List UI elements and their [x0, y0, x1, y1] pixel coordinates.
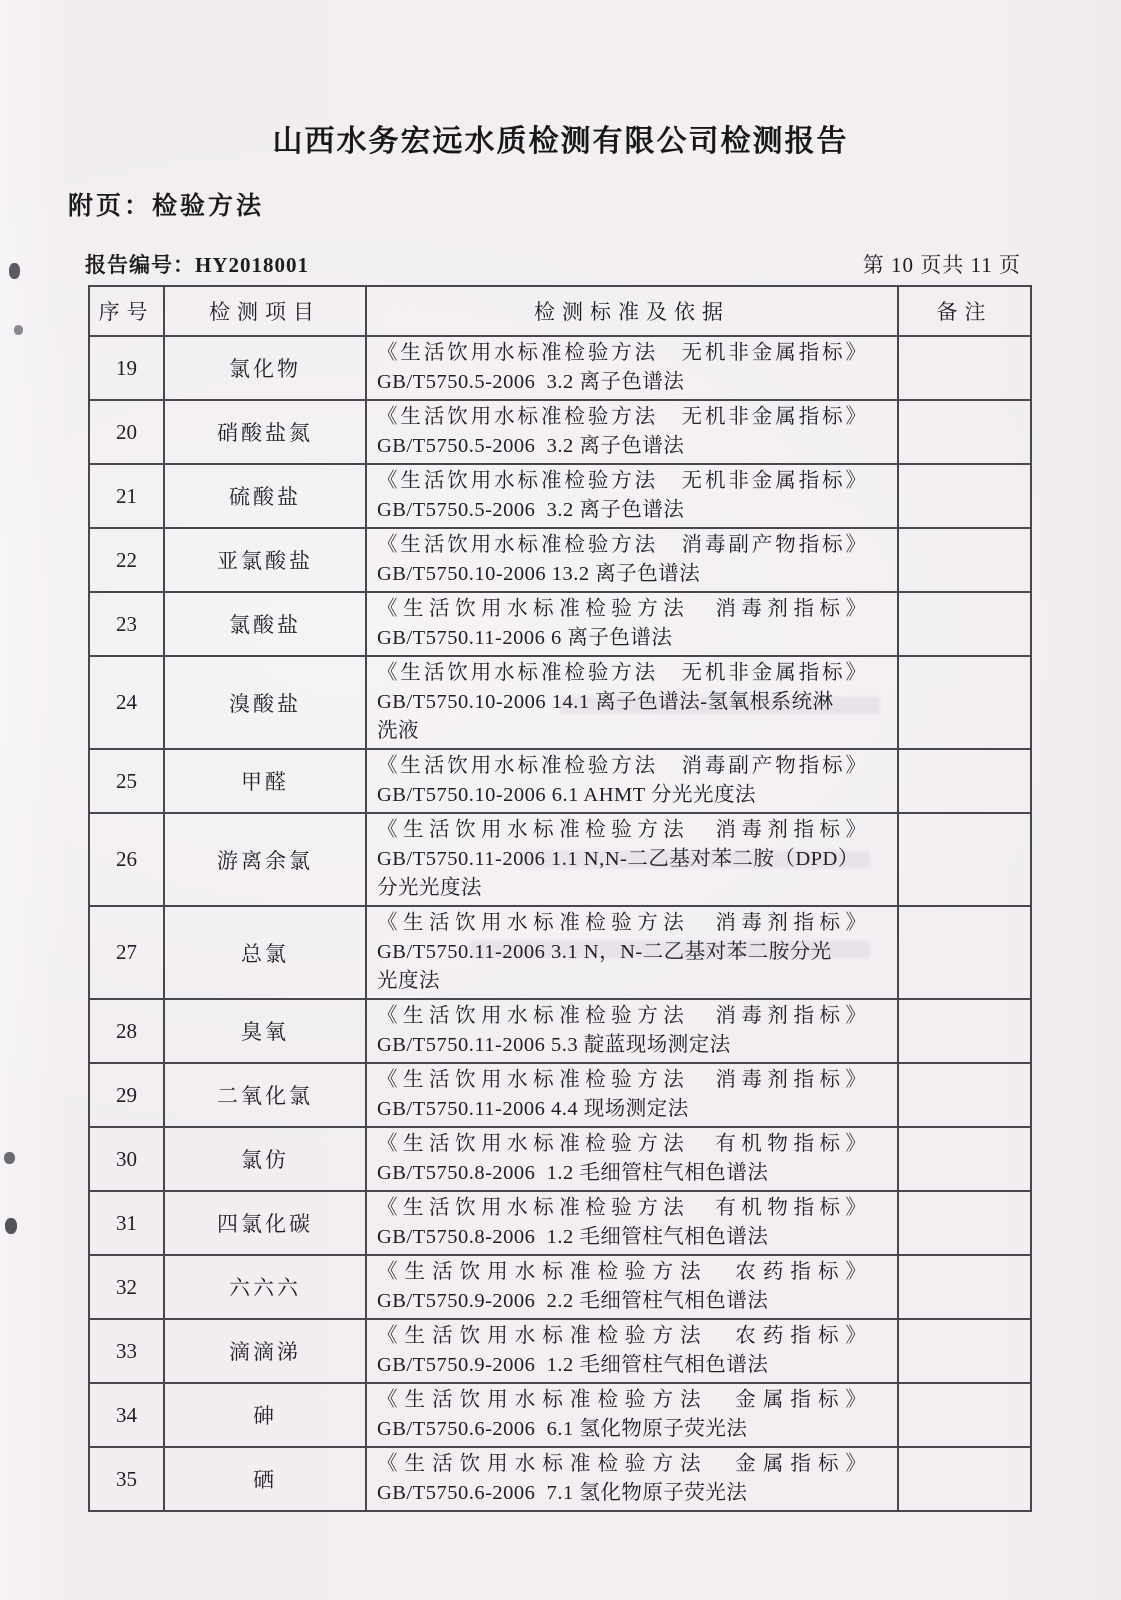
table-row: [89, 1319, 1031, 1383]
standard-text-line: GB/T5750.5-2006 3.2 离子色谱法: [377, 435, 685, 457]
standard-text-line: 分光光度法: [377, 877, 482, 899]
scan-artifact: [5, 1218, 17, 1234]
standard-text-line: GB/T5750.8-2006 1.2 毛细管柱气相色谱法: [377, 1226, 769, 1248]
standard-text-line: 《生活饮用水标准检验方法 消毒剂指标》: [377, 1005, 867, 1027]
standard-text-line: 《生活饮用水标准检验方法 金属指标》: [377, 1453, 867, 1475]
cell-row-number: 26: [89, 813, 164, 906]
standard-text-line: GB/T5750.11-2006 1.1 N,N-二乙基对苯二胺（DPD）: [377, 848, 859, 870]
table-row: [89, 906, 1031, 999]
cell-test-item: 四氯化碳: [164, 1191, 366, 1255]
scan-artifact: [14, 325, 23, 335]
cell-row-number: 23: [89, 592, 164, 656]
header-cell-item: 检测项目: [164, 286, 366, 336]
cell-standard: [366, 400, 898, 464]
cell-row-number: 28: [89, 999, 164, 1063]
cell-test-item: 氯仿: [164, 1127, 366, 1191]
standard-text-line: GB/T5750.6-2006 7.1 氢化物原子荧光法: [377, 1482, 748, 1504]
cell-test-item: 硒: [164, 1447, 366, 1511]
cell-row-number: 31: [89, 1191, 164, 1255]
table-row: [89, 528, 1031, 592]
cell-row-number: 22: [89, 528, 164, 592]
standard-text-line: 《生活饮用水标准检验方法 无机非金属指标》: [377, 662, 867, 684]
standard-text-line: 《生活饮用水标准检验方法 农药指标》: [377, 1261, 867, 1283]
cell-standard: [366, 1063, 898, 1127]
table-row: [89, 813, 1031, 906]
cell-standard: [366, 749, 898, 813]
standard-text-line: GB/T5750.11-2006 6 离子色谱法: [377, 627, 673, 649]
cell-standard: [366, 906, 898, 999]
cell-remark: [898, 336, 1031, 400]
attachment-subtitle: 附页：检验方法: [68, 192, 265, 220]
cell-remark: [898, 999, 1031, 1063]
cell-test-item: 总氯: [164, 906, 366, 999]
standard-text-line: GB/T5750.5-2006 3.2 离子色谱法: [377, 499, 685, 521]
page-indicator: 第 10 页共 11 页: [862, 253, 1021, 277]
table-row: [89, 749, 1031, 813]
standard-text-line: 《生活饮用水标准检验方法 无机非金属指标》: [377, 342, 867, 364]
cell-standard: [366, 1255, 898, 1319]
cell-test-item: 甲醛: [164, 749, 366, 813]
cell-row-number: 24: [89, 656, 164, 749]
table-row: [89, 1191, 1031, 1255]
cell-row-number: 30: [89, 1127, 164, 1191]
table-row: [89, 1447, 1031, 1511]
cell-row-number: 32: [89, 1255, 164, 1319]
cell-standard: [366, 1127, 898, 1191]
cell-remark: [898, 1447, 1031, 1511]
cell-standard: [366, 656, 898, 749]
table-row: [89, 592, 1031, 656]
cell-remark: [898, 1127, 1031, 1191]
standard-text-line: GB/T5750.11-2006 5.3 靛蓝现场测定法: [377, 1034, 731, 1056]
header-cell-standard: 检测标准及依据: [366, 286, 898, 336]
report-number-label: 报告编号：: [85, 253, 195, 277]
standard-text-line: GB/T5750.9-2006 1.2 毛细管柱气相色谱法: [377, 1354, 769, 1376]
scan-artifact: [4, 1152, 15, 1164]
cell-test-item: 六六六: [164, 1255, 366, 1319]
cell-row-number: 27: [89, 906, 164, 999]
standard-text-line: GB/T5750.10-2006 13.2 离子色谱法: [377, 563, 701, 585]
table-row: [89, 999, 1031, 1063]
cell-remark: [898, 528, 1031, 592]
cell-remark: [898, 400, 1031, 464]
table-row: [89, 1127, 1031, 1191]
cell-standard: [366, 1191, 898, 1255]
cell-test-item: 亚氯酸盐: [164, 528, 366, 592]
standard-text-line: 《生活饮用水标准检验方法 消毒副产物指标》: [377, 755, 867, 777]
table-row: [89, 400, 1031, 464]
cell-row-number: 20: [89, 400, 164, 464]
standard-text-line: 《生活饮用水标准检验方法 消毒剂指标》: [377, 912, 867, 934]
report-number: [85, 249, 309, 279]
cell-standard: [366, 336, 898, 400]
cell-row-number: 34: [89, 1383, 164, 1447]
standard-text-line: 《生活饮用水标准检验方法 消毒剂指标》: [377, 598, 867, 620]
cell-test-item: 溴酸盐: [164, 656, 366, 749]
cell-test-item: 硝酸盐氮: [164, 400, 366, 464]
standard-text-line: GB/T5750.10-2006 6.1 AHMT 分光光度法: [377, 784, 757, 806]
standard-text-line: GB/T5750.8-2006 1.2 毛细管柱气相色谱法: [377, 1162, 769, 1184]
methods-table: [88, 285, 1032, 1512]
cell-test-item: 硫酸盐: [164, 464, 366, 528]
cell-row-number: 25: [89, 749, 164, 813]
cell-remark: [898, 1063, 1031, 1127]
standard-text-line: GB/T5750.9-2006 2.2 毛细管柱气相色谱法: [377, 1290, 769, 1312]
standard-text-line: 《生活饮用水标准检验方法 无机非金属指标》: [377, 470, 867, 492]
cell-standard: [366, 999, 898, 1063]
cell-remark: [898, 749, 1031, 813]
cell-remark: [898, 1255, 1031, 1319]
standard-text-line: GB/T5750.6-2006 6.1 氢化物原子荧光法: [377, 1418, 748, 1440]
table-row: [89, 464, 1031, 528]
header-cell-index: 序号: [89, 286, 164, 336]
cell-test-item: 游离余氯: [164, 813, 366, 906]
cell-row-number: 21: [89, 464, 164, 528]
standard-text-line: 《生活饮用水标准检验方法 农药指标》: [377, 1325, 867, 1347]
table-row: [89, 1063, 1031, 1127]
methods-table-body: [89, 336, 1031, 1511]
cell-row-number: 35: [89, 1447, 164, 1511]
cell-test-item: 砷: [164, 1383, 366, 1447]
standard-text-line: 《生活饮用水标准检验方法 消毒剂指标》: [377, 1069, 867, 1091]
cell-standard: [366, 1447, 898, 1511]
standard-text-line: 《生活饮用水标准检验方法 有机物指标》: [377, 1133, 867, 1155]
cell-standard: [366, 1383, 898, 1447]
cell-standard: [366, 813, 898, 906]
cell-row-number: 33: [89, 1319, 164, 1383]
table-row: [89, 1383, 1031, 1447]
cell-remark: [898, 1319, 1031, 1383]
table-header-row: [89, 286, 1031, 336]
cell-remark: [898, 656, 1031, 749]
standard-text-line: 《生活饮用水标准检验方法 消毒剂指标》: [377, 819, 867, 841]
standard-text-line: GB/T5750.5-2006 3.2 离子色谱法: [377, 371, 685, 393]
cell-standard: [366, 592, 898, 656]
cell-remark: [898, 906, 1031, 999]
header-cell-remark: 备注: [898, 286, 1031, 336]
standard-text-line: 《生活饮用水标准检验方法 消毒副产物指标》: [377, 534, 867, 556]
standard-text-line: 《生活饮用水标准检验方法 金属指标》: [377, 1389, 867, 1411]
standard-text-line: 《生活饮用水标准检验方法 有机物指标》: [377, 1197, 867, 1219]
cell-remark: [898, 464, 1031, 528]
cell-remark: [898, 1383, 1031, 1447]
cell-remark: [898, 813, 1031, 906]
standard-text-line: GB/T5750.11-2006 3.1 N，N-二乙基对苯二胺分光: [377, 941, 832, 963]
cell-standard: [366, 528, 898, 592]
cell-test-item: 臭氧: [164, 999, 366, 1063]
table-row: [89, 656, 1031, 749]
table-row: [89, 336, 1031, 400]
standard-text-line: 光度法: [377, 970, 440, 992]
report-number-value: HY2018001: [195, 253, 309, 277]
cell-standard: [366, 464, 898, 528]
cell-remark: [898, 592, 1031, 656]
cell-test-item: 氯酸盐: [164, 592, 366, 656]
cell-test-item: 二氧化氯: [164, 1063, 366, 1127]
cell-remark: [898, 1191, 1031, 1255]
standard-text-line: 《生活饮用水标准检验方法 无机非金属指标》: [377, 406, 867, 428]
cell-row-number: 19: [89, 336, 164, 400]
table-row: [89, 1255, 1031, 1319]
cell-row-number: 29: [89, 1063, 164, 1127]
cell-test-item: 氯化物: [164, 336, 366, 400]
cell-standard: [366, 1319, 898, 1383]
standard-text-line: GB/T5750.11-2006 4.4 现场测定法: [377, 1098, 689, 1120]
page-title: 山西水务宏远水质检测有限公司检测报告: [272, 125, 849, 158]
standard-text-line: 洗液: [377, 720, 419, 742]
scan-artifact: [9, 263, 20, 279]
cell-test-item: 滴滴涕: [164, 1319, 366, 1383]
standard-text-line: GB/T5750.10-2006 14.1 离子色谱法-氢氧根系统淋: [377, 691, 834, 713]
